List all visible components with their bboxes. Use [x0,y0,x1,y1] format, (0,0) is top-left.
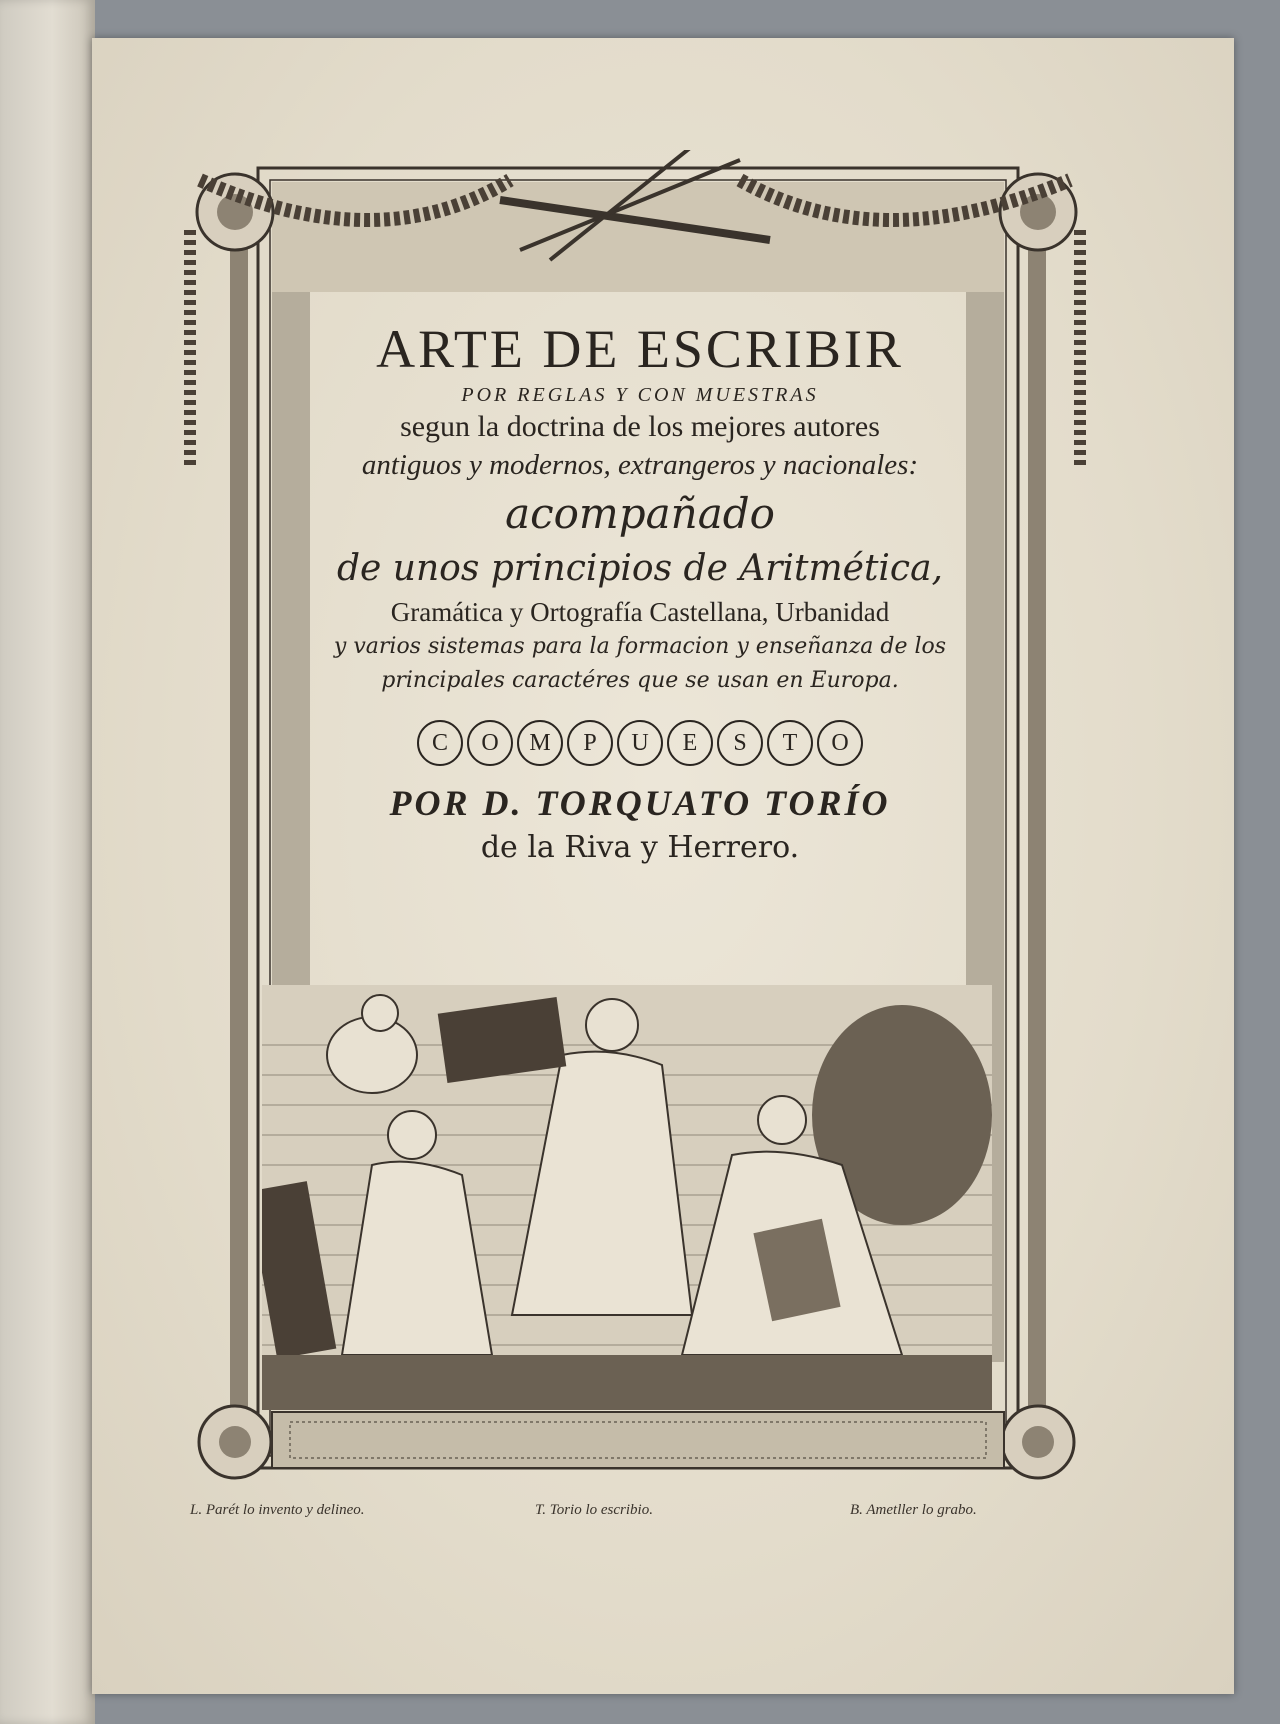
compuesto-letter: U [617,720,663,766]
author-line-1: POR D. TORQUATO TORÍO [389,783,891,823]
compuesto-circles [290,720,990,766]
compuesto-letter: O [817,720,863,766]
credit-engraver: B. Ametller lo grabo. [850,1502,977,1518]
compuesto-letter: C [417,720,463,766]
left-page-edge [0,0,95,1724]
credit-inventor: L. Parét lo invento y delineo. [190,1502,365,1518]
text-line-3: acompañado [505,489,775,538]
subtitle: POR REGLAS Y CON MUESTRAS [461,384,819,406]
text-line-4: de unos principios de Aritmética, [336,548,943,589]
text-line-5: Gramática y Ortografía Castellana, Urbanidad [390,597,890,627]
compuesto-letter: E [667,720,713,766]
compuesto-letter: O [467,720,513,766]
author-line-2: de la Riva y Herrero. [480,830,800,865]
text-line-6: y varios sistemas para la formacion y enseñanza de los [333,634,947,659]
text-line-1: segun la doctrina de los mejores autores [400,410,880,443]
compuesto-letter: S [717,720,763,766]
title-text-block [290,318,990,870]
allegorical-engraving [262,985,992,1410]
compuesto-letter: M [517,720,563,766]
credit-scribe: T. Torio lo escribio. [535,1502,653,1518]
text-line-7: principales caractéres que se usan en Europa. [381,668,899,693]
book-title: ARTE DE ESCRIBIR [376,319,904,379]
compuesto-letter: T [767,720,813,766]
compuesto-letter: P [567,720,613,766]
text-line-2: antiguos y modernos, extrangeros y nacionales: [361,449,919,481]
